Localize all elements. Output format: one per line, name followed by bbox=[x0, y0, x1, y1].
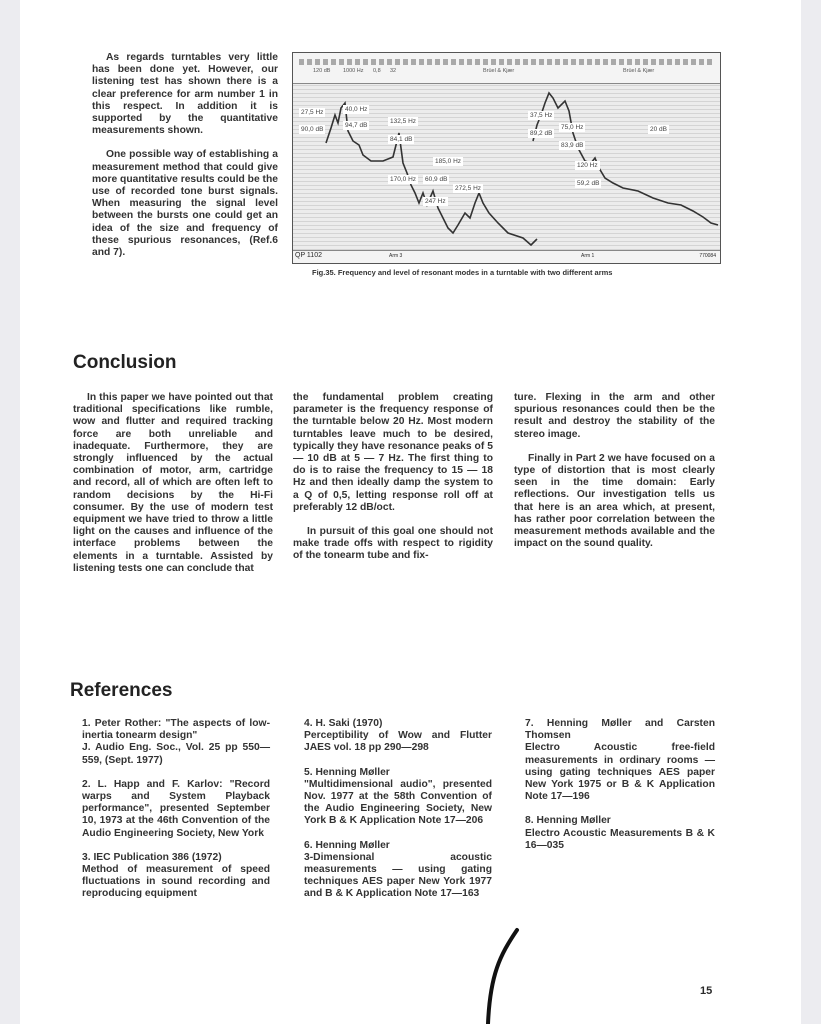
intro-paragraph-1: As regards turntables very little has been done yet. However, our listening test has shown there is a clear preference for arm number 1 in this respect. In addition it is supported by the quantitative measurements shown. bbox=[92, 52, 278, 137]
reference-item: 4. H. Saki (1970) Perceptibility of Wow and Flutter JAES vol. 18 pp 290—298 bbox=[304, 718, 492, 754]
peak-label: 132,5 Hz bbox=[390, 118, 417, 125]
peak-label: 27,5 Hz bbox=[301, 109, 324, 116]
reference-item: 8. Henning Møller Electro Acoustic Measurements B & K 16—035 bbox=[525, 815, 715, 851]
references-column-3 bbox=[513, 718, 715, 864]
peak-label: 247 Hz bbox=[425, 198, 446, 205]
page-number: 15 bbox=[700, 985, 713, 997]
conclusion-paragraph: In this paper we have pointed out that traditional specifications like rumble, wow and flutter and required tracking force are both unreliable and inadequate. Furthermore, they are strongly influenced by the actual combination of motor, arm, cartridge and record, all of which are often left to random decisions by the Hi-Fi consumer. By the use of modern test equipment we have tried to throw a little light on the causes and influence of the interface problems between the elements in a turntable. Assisted by listening tests one can conclude that bbox=[73, 392, 273, 574]
figure-code: 770084 bbox=[699, 253, 716, 259]
frequency-response-figure bbox=[292, 52, 721, 264]
intro-paragraph-2: One possible way of establishing a measurement method that could give more quantitative results could be the use of recorded tone burst signals. When measuring the signal level between the bursts one could get an idea of the size and frequency of these spurious resonances, (Ref.6 and 7). bbox=[92, 149, 278, 259]
top-label: 120 dB bbox=[313, 68, 331, 74]
peak-label: 89,2 dB bbox=[530, 130, 553, 137]
peak-label: 75,0 Hz bbox=[561, 124, 584, 131]
reference-item: 6. Henning Møller 3-Dimensional acoustic measurements — using gating techniques AES paper New York 1977 and B & K Application Note 17—163 bbox=[304, 839, 492, 900]
top-label: 1000 Hz bbox=[343, 68, 364, 74]
conclusion-column-1 bbox=[73, 392, 273, 587]
conclusion-heading: Conclusion bbox=[73, 352, 177, 373]
peak-label: 90,0 dB bbox=[301, 126, 324, 133]
conclusion-column-2 bbox=[293, 392, 493, 575]
peak-label: 94,7 dB bbox=[345, 122, 368, 129]
reference-item: 2. L. Happ and F. Karlov: "Record warps and System Playback performance", presented September 10, 1973 at the 46th Convention of the Audio Engineering Society, New York bbox=[82, 778, 270, 839]
conclusion-paragraph: In pursuit of this goal one should not make trade offs with respect to rigidity of the tonearm tube and fix- bbox=[293, 526, 493, 562]
peak-label: 83,9 dB bbox=[561, 142, 584, 149]
conclusion-column-3 bbox=[514, 392, 715, 562]
intro-text bbox=[92, 52, 278, 271]
top-label: Brüel & Kjær bbox=[483, 68, 515, 74]
top-label: 32 bbox=[390, 68, 397, 74]
references-column-2 bbox=[292, 718, 492, 913]
chart-id: QP 1102 bbox=[295, 252, 322, 259]
reference-item: 5. Henning Møller "Multidimensional audio", presented Nov. 1977 at the 58th Convention of the Audio Engineering Society, New York B & K Application Note 17—206 bbox=[304, 766, 492, 827]
reference-item: 1. Peter Rother: "The aspects of low-inertia tonearm design" J. Audio Eng. Soc., Vol. 25 pp 550—559, (Sept. 1977) bbox=[82, 718, 270, 766]
arm-3-label: Arm 3 bbox=[389, 253, 403, 259]
reference-item: 7. Henning Møller and Carsten Thomsen Electro Acoustic free-field measurements in ordinary rooms — using gating techniques AES paper New York 1975 or B & K Application Note 17—196 bbox=[525, 718, 715, 803]
conclusion-paragraph: ture. Flexing in the arm and other spurious resonances could then be the result and destroy the stability of the stereo image. bbox=[514, 392, 715, 440]
pen-stroke-annotation bbox=[470, 920, 530, 1024]
peak-label: 84,1 dB bbox=[390, 136, 413, 143]
peak-label: 37,5 Hz bbox=[530, 112, 553, 119]
scale-label: 20 dB bbox=[650, 126, 667, 133]
response-curves bbox=[293, 53, 720, 263]
peak-label: 120 Hz bbox=[577, 162, 598, 169]
peak-label: 40,0 Hz bbox=[345, 106, 368, 113]
peak-label: 185,0 Hz bbox=[435, 158, 462, 165]
arm-1-label: Arm 1 bbox=[581, 253, 595, 259]
figure-caption: Fig.35. Frequency and level of resonant modes in a turntable with two different arms bbox=[312, 268, 613, 277]
chart-paper-footer bbox=[293, 250, 720, 263]
top-label: 0,8 bbox=[373, 68, 381, 74]
conclusion-paragraph: Finally in Part 2 we have focused on a type of distortion that is most clearly seen in the time domain: Early reflections. Our investigation tells us that here is an area which, at present, has rather poor correlation between the measurement methods available and the impact on the sound quality. bbox=[514, 452, 715, 550]
peak-label: 272,5 Hz bbox=[455, 185, 482, 192]
peak-label: 59,2 dB bbox=[577, 180, 600, 187]
references-column-1 bbox=[70, 718, 270, 913]
peak-label: 170,0 Hz bbox=[390, 176, 417, 183]
conclusion-paragraph: the fundamental problem creating parameter is the frequency response of the turntable below 20 Hz. Most modern turntables leave much to be desired, typically they have resonance peaks of 5 — 10 dB at 5 — 7 Hz. The first thing to do is to raise the frequency to 15 — 18 Hz and then ideally damp the system to a Q of 0,5, letting response roll off at preferably 12 dB/oct. bbox=[293, 392, 493, 513]
reference-item: 3. IEC Publication 386 (1972) Method of measurement of speed fluctuations in sound recording and reproducing equipment bbox=[82, 851, 270, 900]
peak-label: 60,9 dB bbox=[425, 176, 448, 183]
top-label: Brüel & Kjær bbox=[623, 68, 655, 74]
references-heading: References bbox=[70, 680, 173, 701]
